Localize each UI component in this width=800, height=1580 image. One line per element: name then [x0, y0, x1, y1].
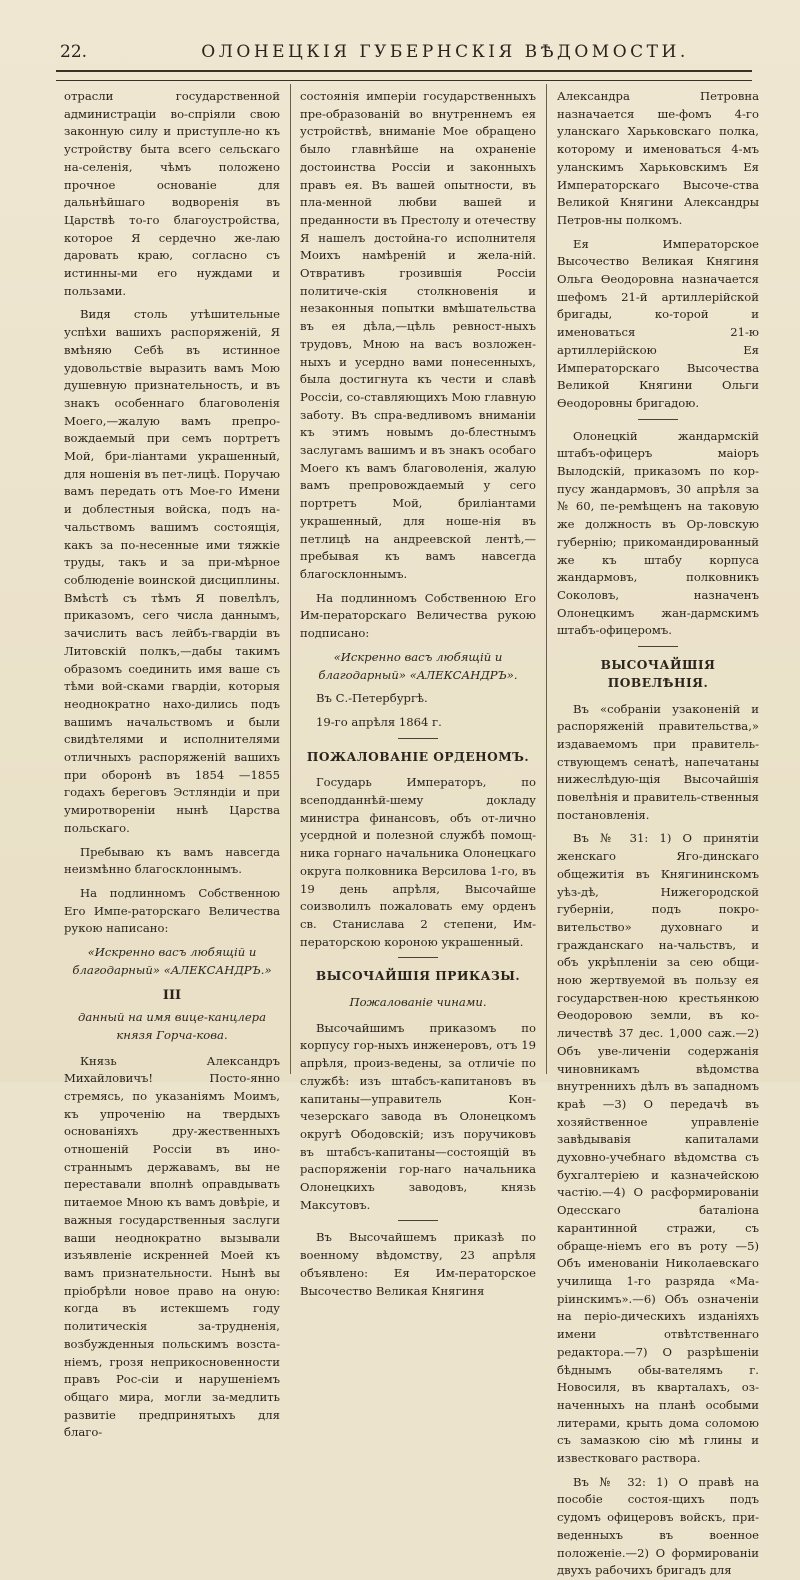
paragraph: Въ Высочайшемъ приказѣ по военному вѣдомству, 23 апрѣля объявлено: Ея Им-ператорское Высочество Великая Княгиня [300, 1230, 536, 1298]
place-line: Въ С.-Петербургѣ. [316, 691, 428, 706]
paragraph: Въ № 32: 1) О правѣ на пособіе состоя-щихъ подъ судомъ офицеровъ войскъ, при-веденныхъ въ военное положеніе.—2) О формированіи двухъ рабочихъ бригадъ для [557, 1474, 759, 1578]
divider [398, 738, 438, 739]
divider [638, 646, 678, 647]
header-rule [56, 70, 752, 81]
divider [638, 419, 678, 420]
rescript-heading: данный на имя вице-канцлера князя Горча-кова. [77, 1010, 267, 1042]
paragraph: Видя столь утѣшительные успѣхи вашихъ распоряженій, Я вмѣняю Себѣ въ истинное удовольствіе выразить вамъ Мою душевную признательность, и въ знакъ особеннаго благоволенія Моего,—жалую вамъ препро-вождаемый при семъ портретъ Мой, бри-ліантами украшенный, для ношенія въ пет-лицѣ. Поручаю вамъ передать отъ Мое-го Имени и доблестныя войска, подъ на-чальствомъ вашимъ состоящія, какъ за по-несенные ими тяжкіе труды, такъ и за при-мѣрное соблюденіе воинской дисциплины. Вмѣстѣ съ тѣмъ Я повелѣлъ, приказомъ, сего числа даннымъ, зачислить васъ лейбъ-гвардіи въ Литовскій полкъ,—дабы такимъ образомъ соединить имя ваше съ тѣми вой-сками гвардіи, которыя неоднократно нахо-дились подъ вашимъ начальствомъ и были свидѣтелями и исполнителями отличныхъ распоряженій вашихъ при оборонѣ въ 1854 —1855 годахъ береговъ Эстляндіи и при умиротвореніи нынѣ Царства польскаго. [64, 307, 280, 835]
paragraph: Въ «собраніи узаконеній и распоряженій правительства,» издаваемомъ при правитель-ствующемъ сенатѣ, напечатаны нижеслѣдую-щія Высочайшія повелѣнія и правитель-ственныя постановленія. [557, 701, 759, 822]
running-title: ОЛОНЕЦКІЯ ГУБЕРНСКІЯ ВѢДОМОСТИ. [201, 42, 689, 62]
column-3 [557, 88, 759, 1578]
section-heading: ВЫСОЧАЙШІЯ ПОВЕЛѢНІЯ. [600, 658, 716, 690]
column-divider [290, 84, 291, 1074]
paragraph: Олонецкій жандармскій штабъ-офицеръ маіоръ Вылодскій, приказомъ по кор-пусу жандармовъ, 30 апрѣля за № 60, пе-ремѣщенъ на таковую же должность въ Ор-ловскую губернію; прикомандированный же къ штабу корпуса жандармовъ, полковникъ Соколовъ, назначенъ Олонецкимъ жан-дармскимъ штабъ-офицеромъ. [557, 428, 759, 638]
section-heading: ПОЖАЛОВАНІЕ ОРДЕНОМЪ. [306, 749, 530, 764]
paragraph: Государь Императоръ, по всеподданнѣй-шему докладу министра финансовъ, объ от-лично усердной и полезной службѣ помощ-ника горнаго начальника Олонецкаго округа полковника Версилова 1-го, въ 19 день апрѣля, Высочайше соизволилъ пожаловать ему орденъ св. Станислава 2 степени, Им-ператорскою короною украшенный. [300, 775, 536, 949]
section-heading: ВЫСОЧАЙШІЯ ПРИКАЗЫ. [315, 969, 521, 984]
paragraph: отрасли государственной администраціи во-спріяли свою законную силу и приступле-но къ устройству быта всего сельскаго на-селенія, чѣмъ положено прочное основаніе для дальнѣйшаго водворенія въ Царствѣ то-го благоустройства, которое Я сердечно же-лаю даровать краю, согласно съ истинны-ми его нуждами и пользами. [64, 89, 280, 298]
divider [398, 957, 438, 958]
paragraph: Высочайшимъ приказомъ по корпусу гор-ныхъ инженеровъ, отъ 19 апрѣля, произ-ведены, за отличіе по службѣ: изъ штабсъ-капитановъ въ капитаны—управитель Кон-чезерскаго завода въ Олонецкомъ округѣ Ободовскій; изъ поручиковъ въ штабсъ-капитаны—состоящій въ распоряженіи гор-наго начальника Олонецкихъ заводовъ, князь Макcутовъ. [300, 1020, 536, 1212]
column-divider [546, 84, 547, 1074]
paragraph: Въ № 31: 1) О принятіи женскаго Яго-динскаго общежитія въ Княгининскомъ уѣз-дѣ, Нижегородской губерніи, подъ покро-вительство» духовнаго и гражданскаго на-чальствъ, и объ укрѣпленіи за сею общи-ною жертвуемой въ пользу ея государствен-ною крестьянкою Ѳеодоровою земли, въ ко-личествѣ 37 дес. 1,000 саж.—2) Объ уве-личеніи содержанія чиновникамъ вѣдомства внутреннихъ дѣлъ въ западномъ краѣ —3) О передачѣ въ хозяйственное управленіе завѣдывавія капиталами духовно-учебнаго вѣдомства съ бухгалтеріею и казначейскою частію.—4) О расформированіи Одесскаго баталіона карантинной стражи, съ обраще-ніемъ его въ роту —5) Объ именованіи Николаевскаго училища 1-го разряда «Ма-ріинскимъ».—6) Объ означеніи на періо-дическихъ изданіяхъ имени отвѣтственнаго редактора.—7) О разрѣшеніи бѣднымъ обы-вателямъ г. Новосиля, въ кварталахъ, оз-наченныхъ на планѣ особыми литерами, крыть дома соломою съ замазкою сію мѣ глины и известковаго раствора. [557, 831, 759, 1466]
section-number: III [162, 988, 182, 1004]
divider [398, 1220, 438, 1221]
page-number: 22. [60, 42, 88, 62]
paragraph: На подлинномъ Собственною Его Импе-раторскаго Величества рукою написано: [64, 885, 280, 936]
paragraph: Ея Императорское Высочество Великая Княгиня Ольга Ѳеодоровна назначается шефомъ 21-й артиллерійской бригады, ко-торой и именоваться 21-ю артиллерійскою Ея Императорскаго Высочества Великой Княгини Ольги Ѳеодоровны бригадою. [557, 236, 759, 410]
subheading: Пожалованіе чинами. [349, 995, 487, 1010]
column-1 [64, 88, 280, 1440]
paragraph: состоянія имперіи государственныхъ пре-образованій во внутреннемъ ея устройствѣ, вниманіе Мое обращено было главнѣйше на охраненіе достоинства Россіи и законныхъ правъ ея. Въ вашей опытности, въ пла-менной любви вашей и преданности въ Престолу и отечеству Я нашелъ достойна-го исполнителя Моихъ намѣреній и жела-ній. Отвративъ грозившія Россіи политиче-скія столкновенія и незаконныя попытки вмѣшательства въ ея дѣла,—цѣль ревност-ныхъ трудовъ, Мною на васъ возложен-ныхъ и усердно вами понесенныхъ, была достигнута къ чести и славѣ Россіи, со-ставляющихъ Мою главную заботу. Въ спра-ведливомъ вниманіи къ этимъ новымъ до-блестнымъ заслугамъ вашимъ и въ знакъ особаго Моего къ вамъ благоволенія, жалую вамъ препровождаемый у сего портретъ Мой, бриліантами украшенный, для ноше-нія въ петлицѣ на андреевской лентѣ,— пребывая къ вамъ навсегда благосклоннымъ. [300, 89, 536, 581]
paragraph: На подлинномъ Собственною Его Им-ператорскаго Величества рукою подписано: [300, 590, 536, 641]
signature: «Искренно васъ любящій и благодарный» «АЛЕКСАНДРЪ». [318, 649, 518, 682]
paragraph: Пребываю къ вамъ навсегда неизмѣнно благосклоннымъ. [64, 844, 280, 877]
signature: «Искренно васъ любящій и благодарный» «АЛЕКСАНДРЪ.» [72, 945, 272, 977]
date-line: 19-го апрѣля 1864 г. [316, 714, 442, 729]
paragraph: Князь Александръ Михайловичъ! Посто-янно стремясь, по указаніямъ Моимъ, къ упроченію на твердыхъ основаніяхъ дру-жественныхъ отношеній Россіи въ ино-страннымъ державамъ, вы не переставали вполнѣ оправдывать питаемое Мною къ вамъ довѣріе, и важныя государственныя заслуги ваши неоднократно вызывали изъявленіе искренней Моей къ вамъ признательности. Нынѣ вы пріобрѣли новое право на оную: когда въ истекшемъ году политическія за-трудненія, возбужденныя польскимъ возста-ніемъ, грозя неприкосновенности правъ Рос-сіи и нарушеніемъ общаго мира, могли за-медлить развитіе предпринятыхъ для благо- [64, 1053, 280, 1440]
column-2 [300, 88, 536, 1298]
paragraph: Александра Петровна назначается ше-фомъ 4-го уланскаго Харьковскаго полка, которому и именоваться 4-мъ уланскимъ Харьковскимъ Ея Императорскаго Высоче-ства Великой Княгини Александры Петров-ны полкомъ. [557, 89, 759, 227]
